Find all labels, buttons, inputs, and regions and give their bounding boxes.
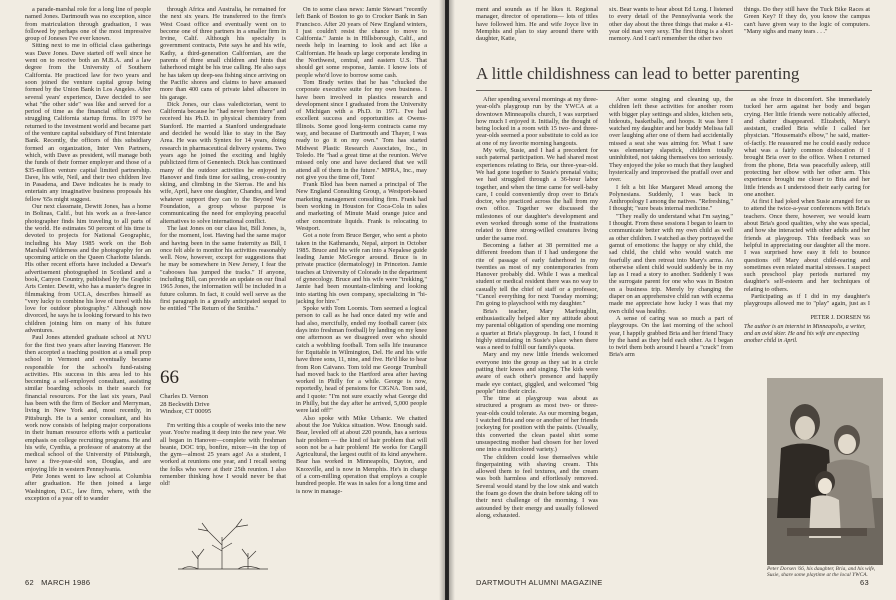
page-number-left: 62 <box>25 578 34 587</box>
photo-figures <box>767 378 883 565</box>
paragraph: a parade-marshal role for a long line of people named Jones. Dartmouth was no exception, since from matriculation through graduation, I was followed by perhaps one of the most impressive group of Joneses I've ever known. <box>25 6 151 43</box>
paragraph: At first I had joked when Susie arranged for us to attend the twice-a-year conferences with Bria's teachers. Once there, however, we would learn about Bria's good qualities, why she was special, and how she interacted with other adults and her friends at playgroup. This feedback was so helpful in appreciating our daughter all the more. I was surprised how easy it felt to bounce questions off Mary about child-rearing and sometimes even related marital stresses. I suspect such preschool play periods nurtured my daughter's self-esteem and her techniques of relating to others. <box>744 198 870 293</box>
paragraph: Paul Jones attended graduate school at NYU for the first two years after leaving Hanover. He then accepted a teaching position at a small prep school in Vermont and eventually became responsible for the school's fund-raising activities. His success in this area led to his becoming a self-employed consultant, assisting similar boarding schools in their search for financial resources. For the last six years, Paul has been with the firm of Becker and Merryman, living in New York and, most recently, in Pittsburgh. He is a senior consultant, and his work now consists of helping major corporations in their human resource efforts with a particular emphasis on college recruiting programs. He and his wife, Cynthia, a professor of anatomy at the medical school of the University of Pittsburgh, have a five-year-old son, Douglas, and are enjoying life in western Pennsylvania. <box>25 334 151 473</box>
paragraph: Participating as if I did in my daughter's playgroups allowed me to "play" again, just as I <box>744 293 870 308</box>
right-top-column-2: six. Bear wants to hear about Ed Long. I listened to every detail of the Pennsylvania work the other day about the three things that make a 41-year old man very sexy. The first thing is a short memory. And I can't remember the other two <box>609 6 733 43</box>
secretary-city: Windsor, CT 00095 <box>160 408 212 416</box>
paragraph: through Africa and Australia, he remained for the next six years. He transferred to the firm's West Coast office and eventually went on to become one of three partners in a smaller firm in Irvine, Calif. Although his specialty is government contracts, Pete says he and his wife, Kathy, a third-generation Californian, are the parents of three small children and hints that fatherhood might be his true calling. He also says he has taken up deep-sea fishing since arriving on the Pacific shores and claims to have amassed more than 400 cans of private label albacore in his garage. <box>160 6 286 101</box>
left-folio <box>25 578 90 587</box>
right-top-column-1: ment and sounds as if he likes it. Regional manager, director of operations— lots of titles have followed him. He and wife Joyce live in Memphis and plan to stay around there with daughter, Katie, <box>476 6 598 43</box>
paragraph: A sense of caring was so much a part of playgroups. On the last morning of the school year, I happily grabbed Bria and her friend Tracy by the hand as they held each other. As I began to twirl them both around I heard a "crack" from Bria's arm <box>609 314 733 359</box>
photo-caption: Peter Dorsen '66, his daughter, Bria, and his wife, Susie, share some playtime at the local YWCA. <box>767 566 876 579</box>
paragraph: After some singing and cleaning up, the children left these activities for another room with bigger play settings and slides, kitchen sets, hideouts, basketballs, and hoops. It was here I watched my daughter and her buddy Melissa fall over laughing after one of them had accidentally missed a seat she was aiming for. What I saw was elementary slapstick, children totally uninhibited, not taking themselves too seriously. They enjoyed the joke so much that they laughed hysterically and improvised the pratfall over and over. <box>609 96 733 184</box>
paragraph: Sitting next to me in official class gatherings was Dave Jones. Dave started off well since he went on to receive both an M.B.A. and a law degree from the University of Southern California. He practiced law for two years and soon joined the venture capital group being formed by the Union Bank in Los Angeles. After several years' experience, Dave decided to see what "the other side" was like and served for a period of time as the financial officer of two struggling California startup firms. In 1979 he returned to the investment world and became part of the venture capital subsidiary of First Interstate Bank. Recently, the officers of this subsidiary formed an organization, Inter Ven Partners, which, with Dave as president, will manage both the funds of their former employer and those of a $35-million venture capital limited partnership. Dave, his wife, Neil, and their two children live in Pasadena, and Dave indicates he is ready to entertain any imaginative business proposals his fellow '65s might suggest. <box>25 42 151 203</box>
paragraph: Dick Jones, our class valedictorian, went to California because he "had never been there" and received his Ph.D. in physical chemistry from Stanford. He married a Stanford undergraduate and decided he would like to stay in the Bay Area. He was with Syntex for 14 years, doing research in pharmaceutical delivery systems. Two years ago he joined the exciting and highly publicized firm of Genentech. Dick has continued many of the outdoor activities he enjoyed in Hanover and finds time for sailing, cross-country skiing, and climbing in the Sierras. He and his wife, April, have one daughter, Chandra, and lend whatever support they can to the Beyond War Foundation, a group whose purpose is communicating the need for employing peaceful alternatives to solve international conflict. <box>160 100 286 225</box>
paragraph: My wife, Susie, and I had a precedent for such paternal participation. We had shared most experiences relating to Bria, our three-year-old. We had gone together to Susie's prenatal visits; we had struggled through a 36-hour labor together, and when the time came for well-baby care, I could conveniently drop over to Bria's doctor, who practiced across the hall from my own office. Together we discussed the milestones of our daughter's development and even worked through some of the frustrations related to three strong-willed creatures living under the same roof. <box>476 147 598 242</box>
secretary-name: Charles D. Vernon <box>160 393 209 400</box>
page-gutter <box>439 0 455 600</box>
right-top-column-3: things. Do they still have the Tuck Bike Races at Green Key? If they do, you know the campus can't have given way to the logic of computers. "Many sighs and many tears . . ." <box>744 6 870 35</box>
paragraph: "They really do understand what I'm saying," I thought. From these sessions I began to learn to communicate better with my own child as well as other children. I watched as they portrayed the gamut of emotions: the happy or shy child, the sad child, the child who would watch me fearfully and then retreat into Mary's arms. An otherwise silent child would suddenly be in my lap as I read a story to another. Suddenly I was the surrogate parent for one who was in Boston on a business trip. Merely by changing the diaper on an apprehensive child ran with eczema made me appreciate how lucky I was that my own child was healthy. <box>609 212 733 315</box>
class-heading: 66 <box>160 367 179 388</box>
paragraph: After spending several mornings at my three-year-old's playgroup run by the YWCA at a downtown Minneapolis church, I was surprised how much I enjoyed it. Initially, the thought of being locked in a room with 15 two- and three-year-olds seemed a poor substitute to cold as ice at one of my favorite morning hangouts. <box>476 96 598 147</box>
paragraph: I'm writing this a couple of weeks into the new year. You're reading it deep into the new year. We all began in Hanover—complete with freshman beanie, DOC trip, bonfire, mixer—in the top of the gym—almost 25 years ago! As a student, I worked at reunions one year, and I recall seeing the folks who were at their 25th reunion. I also remember thinking how I would never be that old! <box>160 422 286 488</box>
paragraph: Tom Brady writes that he has "chucked the corporate executive suite for my own business. I have been involved in plastics research and development since I graduated from the University of Michigan with a Ph.D. in 1971. I've had excellent success and opportunities at Owens-Illinois. Some good long-term contracts came my way, and because of Dartmouth and Thayer, I was ready to go it on my own." Tom has started Midwest Plastic Research Associates, Inc., in Toledo. He "had a great time at the reunion. We've missed only one and have declared that we will attend all of them in the future." MPRA, Inc., may not give you the time off, Tom! <box>296 78 427 181</box>
tree-sketch-illustration <box>168 515 276 571</box>
left-column-1 <box>25 6 151 574</box>
article-column-2 <box>609 96 733 574</box>
class-secretary-address <box>160 393 211 416</box>
author-signature: PETER J. DORSEN '66 <box>810 314 870 321</box>
paragraph: as she froze in discomfort. She immediately tucked her arm against her body and began crying. Her little friends were noticably affected, and chatter disappeared. Elizabeth, Mary's assistant, cradled Bria while I called her physician. "Housemaid's elbow," he said, matter-of-factly. He reassured me he could easily reduce what was a fairly common dislocation if I brought Bria over to the office. When I returned from the phone, Bria was peacefully asleep, still protecting her elbow with her other arm. This experience brought me closer to Bria and her little friends as I understood their early caring for one another. <box>744 96 870 198</box>
paragraph: Frank Blod has been named a principal of The New England Consulting Group, a Westport-based marketing management consulting firm. Frank had been working in Houston for Coca-Cola in sales and marketing of Minute Maid orange juice and other concentrate liquids. Frank is relocating to Westport. <box>296 181 427 232</box>
left-column-2-after <box>160 422 286 518</box>
paragraph: Becoming a father at 38 permitted me a different freedom than if I had undergone the rite of passage of early fatherhood in my twenties as most of my contemporaries from Hanover probably did. While I was a medical student or medical resident there was no way to casually tell the chief of staff or a professor, "Cancel everything for next Tuesday morning; I'm going to playschool with my daughter." <box>476 241 598 308</box>
paragraph: I felt a bit like Margaret Mead among the Polynesians. Suddenly, I was back in Anthropology I among the natives. "Refreshing," I thought; "sure beats internal medicine." <box>609 183 733 213</box>
author-bio: The author is an internist in Minneapolis, a writer, and an avid skier. He and his wife are expecting another child in April. <box>744 324 866 344</box>
left-page <box>0 0 445 600</box>
article-column-3 <box>744 96 870 308</box>
paragraph: The children could lose themselves while fingerpainting with shaving cream. This allowed them to feel textures, and the cream was both harmless and effortlessly removed. Several would stand by the low sink and watch the foam go down the drain before taking off to their next challenge of the morning. I was astounded by their energy and usually followed along, exhausted. <box>476 453 598 519</box>
paragraph: Also spoke with Mike Urbanic. We chatted about the Joe Yukica situation. Wow. Enough said. Bear, leveled off at about 220 pounds, has a serious hair problem — the kind of hair problem that will soon not be a hair problem! He works for Cargill Agricultural, the largest outfit of its kind anywhere. Bear has worked in Minneapolis, Dayton, and Knoxville, and is now in Memphis. He's in charge of a corn-milling operation that employs a couple hundred people. He was in sales for a long time and is now in manage- <box>296 414 427 495</box>
paragraph: Mary and my new little friends welcomed everyone into the group as they sat in a circle patting their knees and singing. The kids were aware of each other's presence and happily made eye contact, giggled, and welcomed "big people" into their circle. <box>476 351 598 395</box>
left-column-2 <box>160 6 286 358</box>
left-column-3 <box>296 6 427 574</box>
right-page <box>449 0 896 600</box>
issue-date: MARCH 1986 <box>41 578 91 587</box>
paragraph: Pete Jones went to law school at Columbia after graduation. He then joined a large Washington, D.C., law firm, where, with the exception of a year off to wander <box>25 473 151 502</box>
family-photo <box>767 378 883 565</box>
paragraph: The time at playgroup was about as structured a program as most two- or three-year-olds could tolerate. As our morning began, I watched Bria and one or another of her friends jockeying for position with the paints. (Usually, this converted the clean pastel shirt some unsuspecting mother had chosen for her loved one into a multicolored variety.) <box>476 395 598 454</box>
secretary-street: 28 Beckwith Drive <box>160 400 210 408</box>
paragraph: The last Jones on our class list, Bill Jones, is, for the moment, lost. Having had the same major and having been in the same fraternity as Bill, I once felt able to monitor his activities reasonably well. Now, however, except for suggestions that he may be somewhere in New Jersey, I fear the "cabooses has jumped the tracks." If anyone, including Bill, can provide an update on our final 1965 Jones, the information will be included in a future column. In fact, it could well serve as the first paragraph in a greatly anticipated sequel to be entitled "The Return of the Smiths." <box>160 224 286 313</box>
article-title: A little childishness can lead to better parenting <box>476 64 872 91</box>
paragraph: Bria's teacher, Mary Marfoughlin, enthusiastically helped alter my attitude about my parental obligation of spending one morning a quarter at Bria's playgroup. In fact, I found it highly stimulating in Susie's place when there was a need to fulfill our family's quota. <box>476 307 598 352</box>
article-column-1 <box>476 96 598 574</box>
paragraph: Spoke with Tom Loomis. Tom seemed a logical person to call as he had once dated my wife and had also, mercifully, ended my football career (six days into freshman football) by landing on my knee one afternoon as we disagreed over who should catch a wobbling football. Tom sells life insurance for Equitable in Wilmington, Del. He and his wife have three sons, 11, nine, and five. He'd like to hear from Ron Caivano. Tom told me George Trumbull had moved back to the Hartford area after having worked in Philly for a while. George is now, reportedly, head of pensions for CIGNA. Tom said, and I quote: "I'm not sure exactly what George did in Philly, but the day after he arrived, 5,000 people were laid off!" <box>296 305 427 415</box>
right-folio-title: DARTMOUTH ALUMNI MAGAZINE <box>476 578 603 587</box>
page-number-right: 63 <box>860 578 869 587</box>
paragraph: On to some class news: Jamie Stewart "recently left Bank of Boston to go to Crocker Bank in San Francisco. After 20 years of New England winters, I just couldn't resist the chance to move to California." Jamie is in Hillsborough, Calif., and needs help in learning to look and act like a Californian. He heads up large corporate lending in the Northwest, central, and eastern U.S. That should get some response, Jamie. I know lots of people who'd love to borrow some cash. <box>296 6 427 79</box>
paragraph: Our next classmate, Dewitt Jones, has a home in Bolinas, Calif., but his work as a free-lance photographer finds him traveling to all parts of the world. He estimates 50 percent of his time is devoted to projects for National Geographic, including his May 1985 work on the Bob Marshall Wilderness and the photography for an upcoming article on the Queen Charlotte Islands. His other recent efforts have included a Dewar's advertisement photographed in Scotland and a book, Canyon Country, published by the Graphic Arts Center. Dewitt, who has a master's degree in filmmaking from UCLA, describes himself as "very lucky to combine his love of travel with his love for outdoor photography." Although now divorced, he says he is looking forward to his two children joining him on many of his future adventures. <box>25 203 151 335</box>
paragraph: Got a note from Bruce Berger, who sent a photo taken in the Kathmandu, Nepal, airport in October 1985. Bruce and his wife ran into a Nepalese guide leading Jamie McGregor around. Bruce is in private practice (dermatology) in Princeton. Jamie teaches at University of Colorado in the department of gynecology. Bruce and his wife were "trekking," Jamie had been mountain-climbing and looking into starting his own company, specializing in "hi-jacking for hire." <box>296 232 427 305</box>
